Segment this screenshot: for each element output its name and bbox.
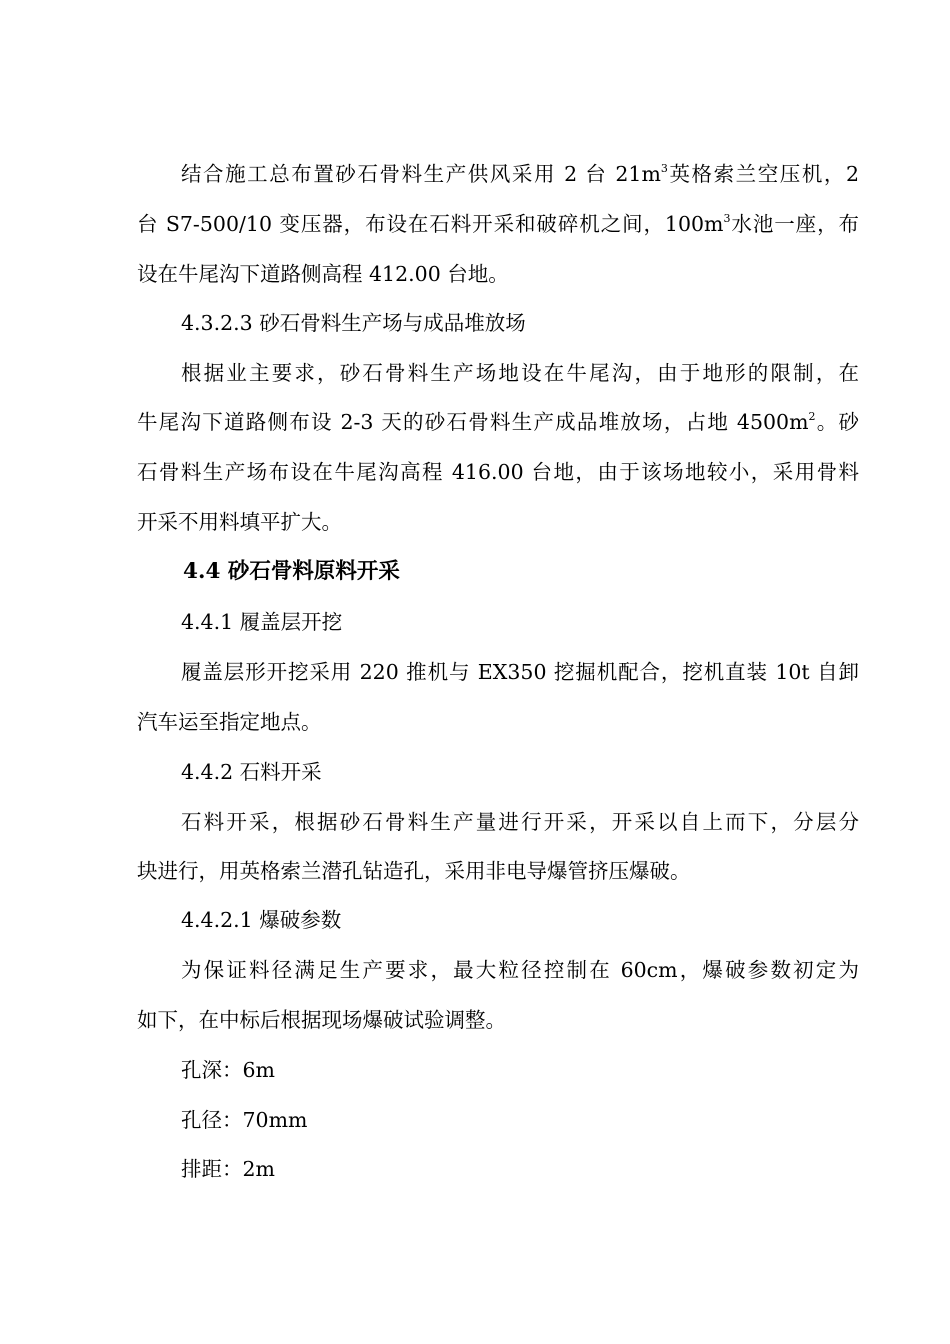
chapter-heading: 4.4 砂石骨料原料开采 xyxy=(183,559,400,584)
section-heading: 4.3.2.3 砂石骨料生产场与成品堆放场 xyxy=(181,311,526,335)
paragraph-line: 如下，在中标后根据现场爆破试验调整。 xyxy=(137,1008,506,1032)
paragraph-line: 台 S7-500/10 变压器，布设在石料开采和破碎机之间，$100m^3$水池一座，布 xyxy=(137,212,860,236)
paragraph-line: 开采不用料填平扩大。 xyxy=(137,510,342,534)
paragraph-line: 为保证料径满足生产要求，最大粒径控制在 60cm，爆破参数初定为 xyxy=(181,958,859,982)
param-hole-depth: 孔深：6m xyxy=(181,1058,275,1082)
section-heading: 4.4.2 石料开采 xyxy=(181,760,322,784)
param-row-spacing: 排距：2m xyxy=(181,1157,275,1181)
paragraph-line: 石料开采，根据砂石骨料生产量进行开采，开采以自上而下，分层分 xyxy=(181,810,859,834)
section-heading: 4.4.2.1 爆破参数 xyxy=(181,908,342,932)
paragraph-line: 块进行，用英格索兰潜孔钻造孔，采用非电导爆管挤压爆破。 xyxy=(137,859,691,883)
paragraph-line: 根据业主要求，砂石骨料生产场地设在牛尾沟，由于地形的限制，在 xyxy=(181,361,859,385)
paragraph-line: 汽车运至指定地点。 xyxy=(137,710,322,734)
paragraph-line: 结合施工总布置砂石骨料生产供风采用 2 台 $21m^3$英格索兰空压机，2 xyxy=(181,162,859,186)
param-hole-diameter: 孔径：70mm xyxy=(181,1108,308,1132)
paragraph-line: 设在牛尾沟下道路侧高程 412.00 台地。 xyxy=(137,262,509,286)
section-heading: 4.4.1 履盖层开挖 xyxy=(181,610,343,634)
paragraph-line: 石骨料生产场布设在牛尾沟高程 416.00 台地，由于该场地较小，采用骨料 xyxy=(137,460,859,484)
paragraph-line: 牛尾沟下道路侧布设 2-3 天的砂石骨料生产成品堆放场，占地 $4500m^2$。砂 xyxy=(137,410,860,434)
paragraph-line: 履盖层形开挖采用 220 推机与 EX350 挖掘机配合，挖机直装 10t 自卸 xyxy=(181,660,859,684)
